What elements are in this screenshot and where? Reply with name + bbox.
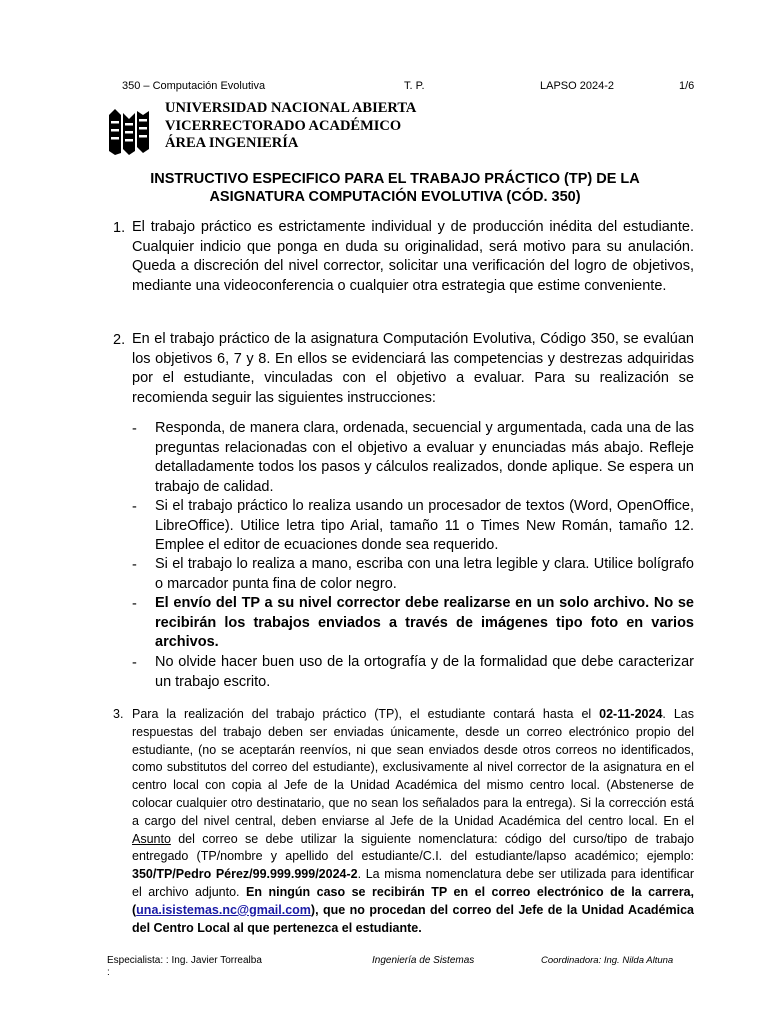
item-2-text: En el trabajo práctico de la asignatura Computación Evolutiva, Código 350, se evalúan los objetivos 6, 7 y 8. En ellos se evidenciará las competencias y destrezas adquiridas por el estudiante, vinculadas con el objetivo a evaluar. Para su realización se recomienda seguir las siguientes instrucciones: <box>132 331 694 406</box>
bullet-marker: - <box>132 655 137 671</box>
asunto-underlined: Asunto <box>132 831 171 846</box>
title-line-2: ASIGNATURA COMPUTACIÓN EVOLUTIVA (CÓD. 350) <box>209 189 581 205</box>
footer-colon: : <box>107 967 110 978</box>
item-3-text <box>132 706 694 937</box>
bullet-marker: - <box>132 421 137 437</box>
item-3-warning: En ningún caso se recibirán TP en el correo electrónico de la carrera, ( <box>132 884 694 917</box>
bullet-marker: - <box>132 499 137 515</box>
career-email-link[interactable]: una.isistemas.nc@gmail.com <box>136 902 311 917</box>
title-line-1: INSTRUCTIVO ESPECIFICO PARA EL TRABAJO PRÁCTICO (TP) DE LA <box>150 171 640 187</box>
institution-name: UNIVERSIDAD NACIONAL ABIERTA <box>165 100 417 116</box>
document-title <box>110 170 680 206</box>
bullet-item: Si el trabajo lo realiza a mano, escriba con una letra legible y clara. Utilice bolígrafo o marcador punta fina de color negro. <box>155 556 694 592</box>
footer-specialist: Especialista: : Ing. Javier Torrealba <box>107 955 262 966</box>
header-term: LAPSO 2024-2 <box>540 80 614 92</box>
item-3-number: 3. <box>113 707 124 721</box>
institution-block <box>165 100 416 153</box>
bullet-item: Si el trabajo práctico lo realiza usando un procesador de textos (Word, OpenOffice, LibreOffice). Utilice letra tipo Arial, tamaño 11 o Times New Román, tamaño 12. Emplee el editor de ecuaciones donde sea requerido. <box>155 498 694 553</box>
deadline-date: 02-11-2024 <box>599 707 663 721</box>
una-logo-icon <box>107 107 151 157</box>
item-3-text-part: . Las respuestas del trabajo deben ser enviadas únicamente, desde un correo electrónico propio del estudiante, (no se aceptarán reenvíos, ni que sean enviados desde otros correos no identificados, como substitutos del correo del estudiante), exclusivamente al nivel corrector de la asignatura en el centro local con copia al Jefe de la Unidad Académica del mismo centro local. (Abstenerse de colocar cualquier otro destinatario, que no sean los señalados para la entrega). Si la corrección está a cargo del nivel central, deben enviarse al Jefe de la Unidad Académica del centro local. En el <box>132 707 694 828</box>
bullet-item: Responda, de manera clara, ordenada, secuencial y argumentada, cada una de las preguntas relacionadas con el objetivo a evaluar y enunciadas más abajo. Refleje detalladamente todos los pasos y cálculos realizados, donde aplique. Se espera un trabajo de calidad. <box>155 420 694 495</box>
header-type: T. P. <box>404 80 425 92</box>
header-course: 350 – Computación Evolutiva <box>122 80 266 92</box>
item-3-warning: ), que no procedan del correo del Jefe de la Unidad Académica del Centro Local al que pertenezca el estudiante. <box>132 902 694 935</box>
item-3-text-part: . La misma nomenclatura debe ser utilizada para identificar el archivo adjunto. <box>132 867 694 899</box>
bullet-marker: - <box>132 596 137 612</box>
item-3-text-part: del correo se debe utilizar la siguiente nomenclatura: código del curso/tipo de trabajo entregado (TP/nombre y apellido del estudiante/C.I. del estudiante/lapso académico; ejemplo: <box>132 831 694 864</box>
item-1-text: El trabajo práctico es estrictamente individual y de producción inédita del estudiante. Cualquier indicio que ponga en duda su originalidad, será motivo para su anulación. Queda a discreción del nivel corrector, solicitar una verificación del logro de objetivos, mediante una videoconferencia o cualquier otra estrategia que estime conveniente. <box>132 219 694 294</box>
institution-vicerrectorado: VICERRECTORADO ACADÉMICO <box>165 117 402 134</box>
bullet-item: No olvide hacer buen uso de la ortografía y de la formalidad que debe caracterizar un trabajo escrito. <box>155 654 694 690</box>
header-page-number: 1/6 <box>679 80 695 92</box>
footer-career: Ingeniería de Sistemas <box>372 955 475 966</box>
item-3-text-part: Para la realización del trabajo práctico (TP), el estudiante contará hasta el <box>132 707 600 721</box>
item-2-number: 2. <box>113 332 126 348</box>
footer-coordinator: Coordinadora: Ing. Nilda Altuna <box>541 955 674 966</box>
nomenclature-example: 350/TP/Pedro Pérez/99.999.999/2024-2 <box>132 867 358 882</box>
item-1-number: 1. <box>113 220 126 236</box>
institution-area: ÁREA INGENIERÍA <box>165 135 299 151</box>
bullet-marker: - <box>132 557 137 573</box>
bullet-item-bold: El envío del TP a su nivel corrector debe realizarse en un solo archivo. No se recibirán los trabajos enviados a través de imágenes tipo foto en varios archivos. <box>155 595 694 650</box>
